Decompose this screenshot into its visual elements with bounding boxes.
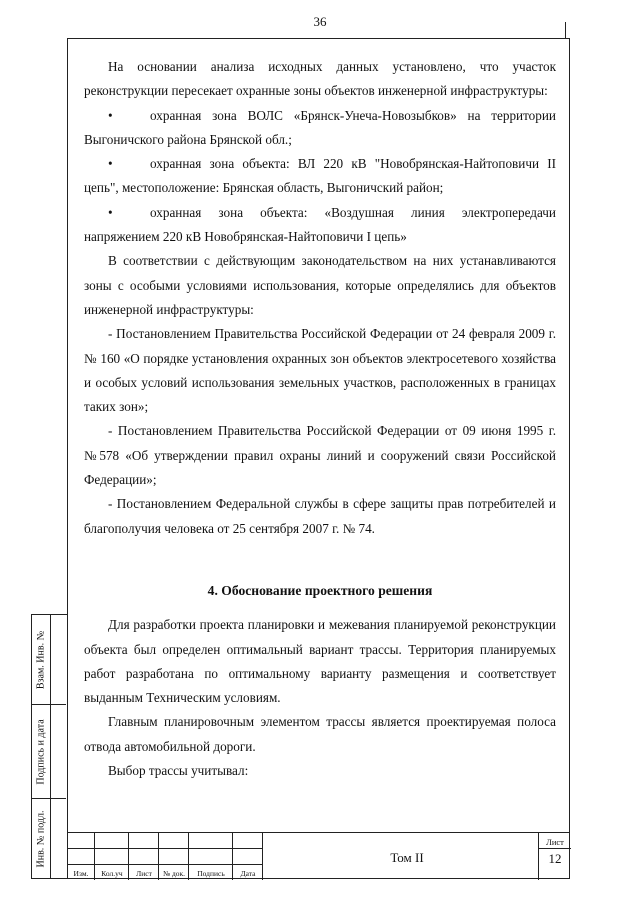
stamp-label-kolvo: Кол.уч	[101, 869, 123, 878]
stamp-sheet-box	[538, 833, 570, 880]
stamp-col-izm	[67, 833, 95, 880]
paragraph-design: Для разработки проекта планировки и межевания планируемой реконструкции объекта был определен оптимальный вариант трассы. Территория планируемых работ разработана по оптимальному варианту размещения и соответствует выданным Техническим условиям.	[84, 617, 556, 706]
bullet-item-3	[84, 201, 556, 250]
stamp-col-kolvo	[95, 833, 129, 880]
paragraph-route-choice: Выбор трассы учитывал:	[108, 763, 249, 779]
bullet-icon: •	[108, 107, 113, 123]
stamp-label-izm: Изм.	[73, 869, 89, 878]
paragraph-resolution-160: - Постановлением Правительства Российской Федерации от 24 февраля 2009 г. № 160 «О порядке установления охранных зон объектов электросетевого хозяйства и особых условий использования земельных участков, расположенных в границах таких зон»;	[84, 326, 556, 415]
paragraph-resolution-578: - Постановлением Правительства Российской Федерации от 09 июня 1995 г. №578 «Об утверждении правил охраны линий и сооружений связи Российской Федерации»;	[84, 423, 556, 488]
stamp-volume: Том II	[390, 850, 424, 865]
bullet-icon: •	[108, 204, 113, 220]
stamp-col-list	[129, 833, 159, 880]
side-label-inv-replace: Взам. Инв. №	[35, 630, 47, 689]
bullet-text-2: охранная зона объекта: ВЛ 220 кВ "Новобрянская-Найтоповичи II цепь", местоположение: Брянская область, Выгоничский район;	[84, 156, 556, 196]
paragraph-legislation: В соответствии с действующим законодательством на них устанавливаются зоны с особыми условиями использования, которые определялись для объектов инженерной инфраструктуры:	[84, 253, 556, 317]
side-label-inv-orig: Инв. № подл.	[35, 810, 47, 867]
side-label-sign-date: Подпись и дата	[35, 718, 47, 785]
bullet-item-1	[84, 104, 556, 153]
stamp-label-doc: № док.	[162, 869, 186, 878]
bullet-icon: •	[108, 156, 113, 172]
document-body	[84, 55, 556, 783]
title-block-stamp	[67, 832, 570, 879]
stamp-col-signature	[189, 833, 233, 880]
frame-tick	[565, 22, 566, 38]
paragraph-resolution-74: - Постановлением Федеральной службы в сфере защиты прав потребителей и благополучия человека от 25 сентября 2007 г. № 74.	[84, 496, 556, 536]
paragraph-main-element: Главным планировочным элементом трассы является проектируемая полоса отвода автомобильной дороги.	[84, 714, 556, 754]
paragraph-intro: На основании анализа исходных данных установлено, что участок реконструкции пересекает охранные зоны объектов инженерной инфраструктуры:	[84, 59, 556, 99]
stamp-label-list: Лист	[136, 869, 152, 878]
stamp-col-doc	[159, 833, 189, 880]
side-cell-inv-replace	[32, 615, 66, 705]
side-cell-inv-orig	[32, 799, 66, 878]
stamp-col-date	[233, 833, 263, 880]
bullet-item-2	[84, 152, 556, 201]
stamp-label-signature: Подпись	[197, 869, 225, 878]
side-cell-sign-date	[32, 705, 66, 799]
stamp-sheet-label: Лист	[539, 836, 571, 849]
bullet-text-3: охранная зона объекта: «Воздушная линия электропередачи напряжением 220 кВ Новобрянская-Найтоповичи I цепь»	[84, 204, 556, 245]
stamp-sheet-number: 12	[548, 851, 562, 866]
bullet-text-1: охранная зона ВОЛС «Брянск-Унеча-Новозыбков» на территории Выгоничского района Брянской обл.;	[84, 107, 556, 147]
stamp-label-date: Дата	[240, 869, 256, 878]
section-heading: 4. Обоснование проектного решения	[207, 582, 433, 598]
page-number-top: 36	[313, 14, 327, 29]
side-stamp	[31, 614, 67, 879]
